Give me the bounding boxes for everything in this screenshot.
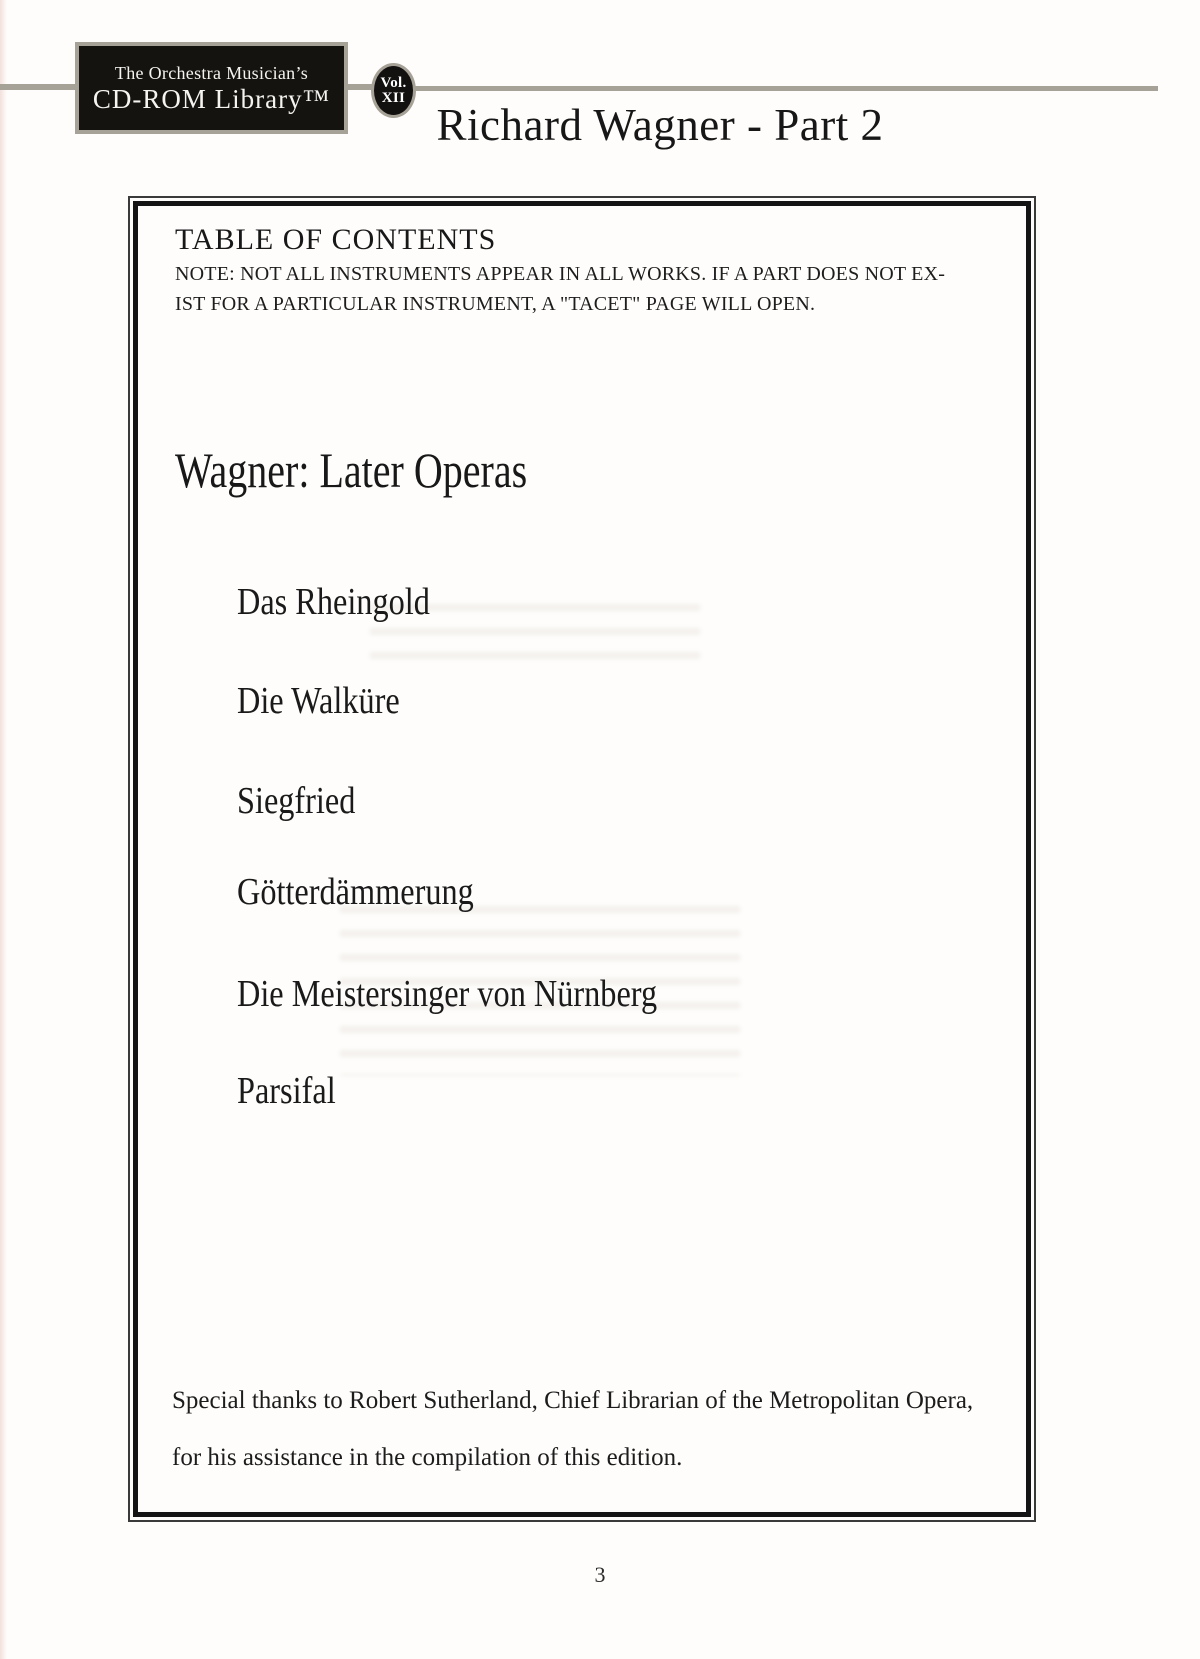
page-number: 3 [594, 1562, 606, 1587]
toc-heading: TABLE OF CONTENTS [175, 223, 497, 256]
list-item-die-walkuere: Die Walküre [237, 680, 400, 722]
publisher-logo [75, 42, 348, 134]
acknowledgement [172, 1384, 973, 1498]
list-item-goetterdaemmerung: Götterdämmerung [237, 871, 474, 913]
logo-line1: The Orchestra Musician’s [114, 63, 309, 83]
section-heading: Wagner: Later Operas [175, 442, 528, 498]
contents-box-inner-frame [133, 201, 1031, 1517]
volume-badge-line1: Vol. [380, 74, 407, 91]
scan-edge-tint [0, 0, 7, 1659]
header-rule-right [414, 86, 1158, 91]
toc-note [175, 259, 945, 319]
toc-note-line2: IST FOR A PARTICULAR INSTRUMENT, A "TACET" PAGE WILL OPEN. [175, 293, 816, 315]
list-item-siegfried: Siegfried [237, 780, 356, 822]
acknowledgement-line2: for his assistance in the compilation of this edition. [172, 1444, 683, 1471]
volume-badge-line2: XII [381, 89, 406, 106]
acknowledgement-line1: Special thanks to Robert Sutherland, Chief Librarian of the Metropolitan Opera, [172, 1387, 974, 1414]
contents-box [128, 196, 1036, 1522]
toc-note-line1: NOTE: NOT ALL INSTRUMENTS APPEAR IN ALL WORKS. IF A PART DOES NOT EX- [175, 263, 946, 285]
header-rule-left [0, 84, 78, 90]
list-item-parsifal: Parsifal [237, 1070, 336, 1112]
document-title: Richard Wagner - Part 2 [436, 100, 884, 150]
list-item-die-meistersinger: Die Meistersinger von Nürnberg [237, 973, 658, 1015]
list-item-das-rheingold: Das Rheingold [237, 581, 430, 623]
logo-line2: CD-ROM Library™ [92, 84, 331, 114]
